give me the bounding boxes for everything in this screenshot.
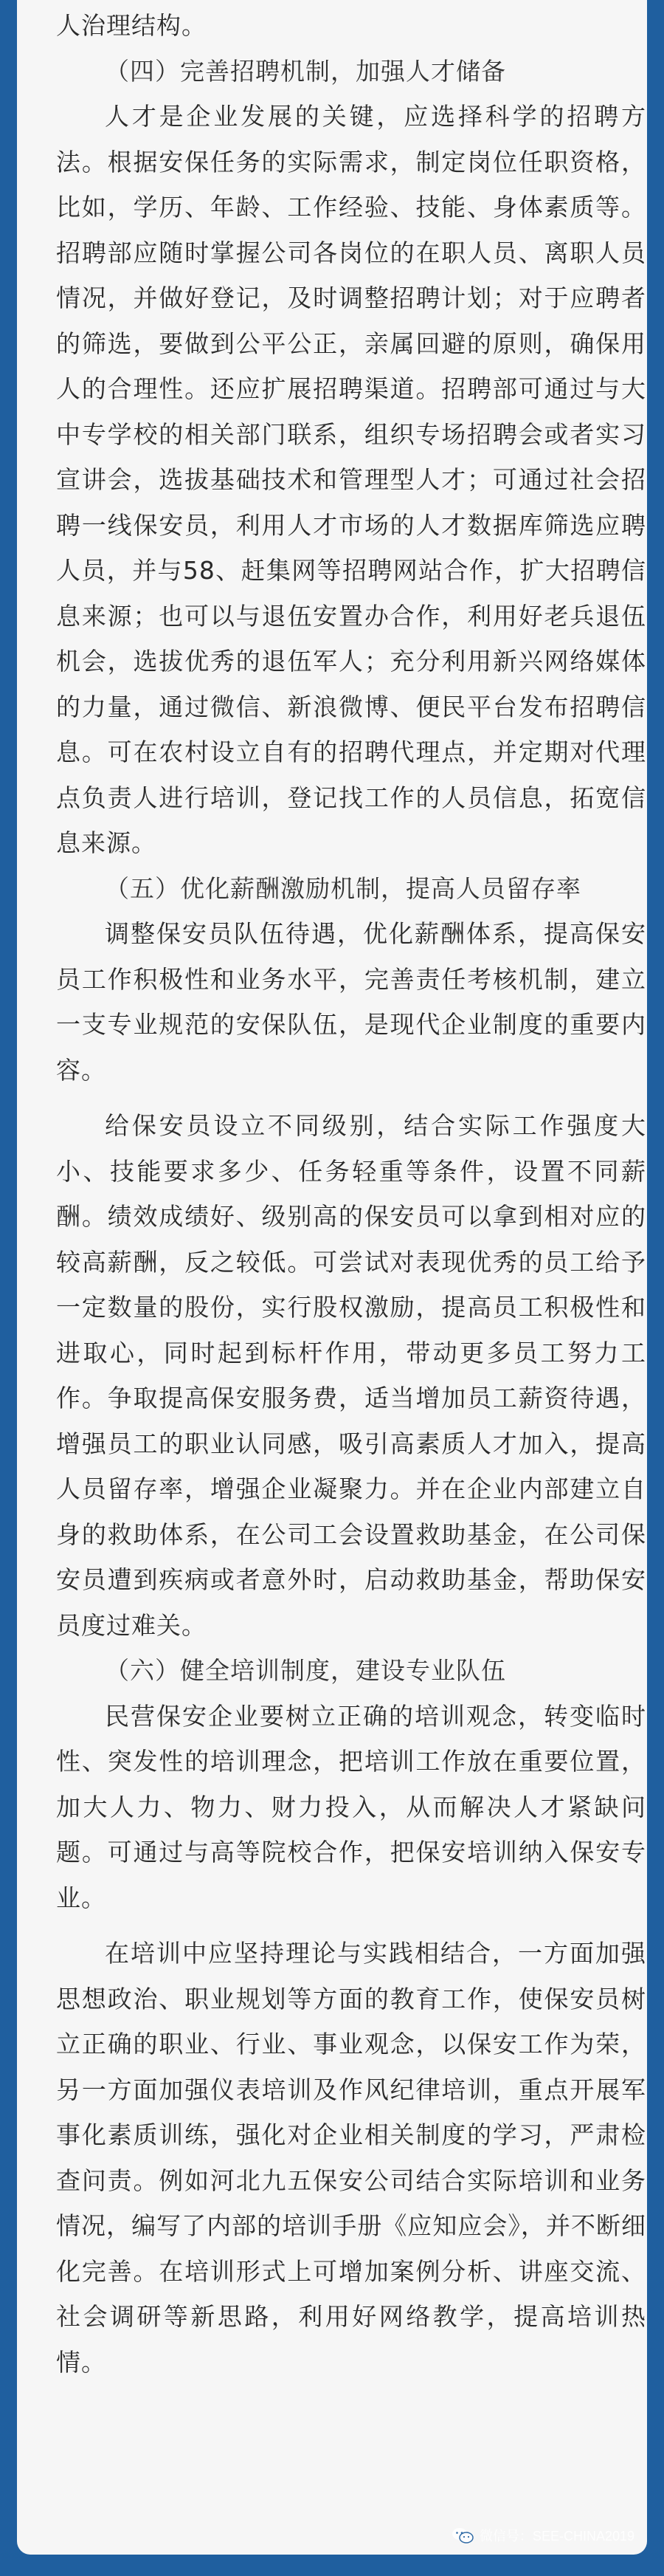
section5-heading: （五）优化薪酬激励机制，提高人员留存率 bbox=[105, 873, 581, 903]
watermark-text: 微信号：SEE-CHINA2019 bbox=[479, 2529, 634, 2544]
article-panel bbox=[17, 0, 647, 2555]
section4-heading: （四）完善招聘机制，加强人才储备 bbox=[105, 56, 506, 86]
wechat-watermark bbox=[452, 2526, 634, 2545]
section5-paragraph-1: 调整保安员队伍待遇，优化薪酬体系，提高保安员工作积极性和业务水平，完善责任考核机制，建立一支专业规范的安保队伍，是现代企业制度的重要内容。 bbox=[56, 919, 646, 1085]
intro-tail: 人治理结构。 bbox=[56, 11, 207, 40]
section6-heading: （六）健全培训制度，建设专业队伍 bbox=[105, 1656, 506, 1685]
section6-paragraph-2: 在培训中应坚持理论与实践相结合，一方面加强思想政治、职业规划等方面的教育工作，使保安员树立正确的职业、行业、事业观念，以保安工作为荣，另一方面加强仪表培训及作风纪律培训，重点开展军事化素质训练，强化对企业相关制度的学习，严肃检查问责。例如河北九五保安公司结合实际培训和业务情况，编写了内部的培训手册《应知应会》，并不断细化完善。在培训形式上可增加案例分析、讲座交流、社会调研等新思路，利用好网络教学，提高培训热情。 bbox=[56, 1939, 646, 2377]
section4-paragraph-1: 人才是企业发展的关键，应选择科学的招聘方法。根据安保任务的实际需求，制定岗位任职资格，比如，学历、年龄、工作经验、技能、身体素质等。招聘部应随时掌握公司各岗位的在职人员、离职人员情况，并做好登记，及时调整招聘计划；对于应聘者的筛选，要做到公平公正，亲属回避的原则，确保用人的合理性。还应扩展招聘渠道。招聘部可通过与大中专学校的相关部门联系，组织专场招聘会或者实习宣讲会，选拔基础技术和管理型人才；可通过社会招聘一线保安员，利用人才市场的人才数据库筛选应聘人员，并与58、赶集网等招聘网站合作，扩大招聘信息来源；也可以与退伍安置办合作，利用好老兵退伍机会，选拔优秀的退伍军人；充分利用新兴网络媒体的力量，通过微信、新浪微博、便民平台发布招聘信息。可在农村设立自有的招聘代理点，并定期对代理点负责人进行培训，登记找工作的人员信息，拓宽信息来源。 bbox=[56, 102, 646, 857]
article-body bbox=[56, 3, 646, 2385]
section6-paragraph-1: 民营保安企业要树立正确的培训观念，转变临时性、突发性的培训理念，把培训工作放在重要位置，加大人力、物力、财力投入，从而解决人才紧缺问题。可通过与高等院校合作，把保安培训纳入保安专业。 bbox=[56, 1701, 646, 1912]
wechat-icon bbox=[452, 2527, 474, 2544]
section5-paragraph-2: 给保安员设立不同级别，结合实际工作强度大小、技能要求多少、任务轻重等条件，设置不同薪酬。绩效成绩好、级别高的保安员可以拿到相对应的较高薪酬，反之较低。可尝试对表现优秀的员工给予一定数量的股份，实行股权激励，提高员工积极性和进取心，同时起到标杆作用，带动更多员工努力工作。争取提高保安服务费，适当增加员工薪资待遇，增强员工的职业认同感，吸引高素质人才加入，提高人员留存率，增强企业凝聚力。并在企业内部建立自身的救助体系，在公司工会设置救助基金，在公司保安员遭到疾病或者意外时，启动救助基金，帮助保安员度过难关。 bbox=[56, 1111, 646, 1640]
